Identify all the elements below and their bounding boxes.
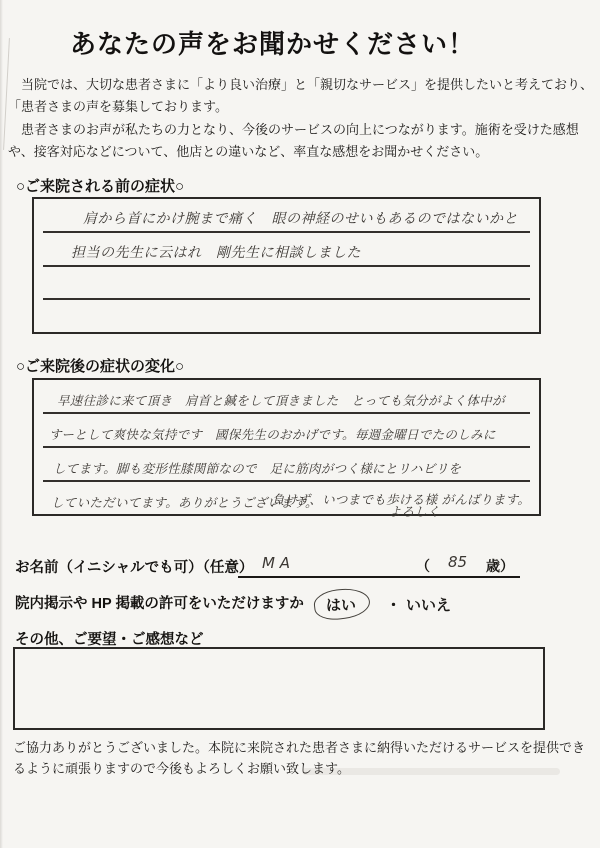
handwritten-line: していただいてます。ありがとうございます。 — [51, 495, 318, 510]
answer-separator-dot: ・ — [386, 597, 402, 614]
ruled-line-row — [43, 482, 531, 519]
before-symptoms-answer-box — [32, 197, 541, 334]
footer-text: ご協力ありがとうございました。本院に来院された患者さまに納得いただけるサービスを提供できるように頑張りますので今後もよろしくお願い致します。 — [13, 740, 586, 776]
ruled-line-row — [43, 414, 530, 448]
handwritten-line: すーとして爽快な気持です 國保先生のおかげです。毎週金曜日でたのしみに — [49, 427, 496, 442]
other-comments-box — [13, 647, 545, 730]
age-open-paren: （ — [416, 558, 430, 574]
name-label: お名前（イニシャルでも可）（任意） — [15, 560, 254, 576]
other-comments-label: その他、ご要望・ご感想など — [15, 632, 204, 648]
ruled-line-row — [43, 380, 530, 414]
page-title: あなたの声をお聞かせください！ — [69, 29, 475, 59]
name-answer-underline — [238, 576, 520, 578]
permission-label: 院内掲示や HP 掲載の許可をいただけますか — [15, 596, 304, 612]
scan-edge-shadow — [0, 0, 3, 848]
handwritten-line: 担当の先生に云はれ 剛先生に相談しました — [71, 244, 361, 261]
handwritten-line: 早速往診に来て頂き 肩首と鍼をして頂きました とっても気分がよく体中が — [57, 393, 505, 408]
ruled-line-row — [43, 300, 530, 332]
intro-paragraph-1: 当院では、大切な患者さまに「より良い治療」と「親切なサービス」を提供したいと考えており、「患者さまの声を募集しております。 — [8, 77, 594, 115]
handwritten-line: 肩から首にかけ腕まで痛く 眼の神経のせいもあるのではないかと — [83, 210, 518, 227]
answer-yes — [326, 594, 356, 615]
intro-paragraph-2: 患者さまのお声が私たちの力となり、今後のサービスの向上につながります。施術を受けた感想や、接客対応などについて、他店との違いなど、率直な感想をお聞かせください。 — [8, 121, 579, 160]
after-symptoms-answer-box — [32, 378, 541, 519]
ruled-line-row — [43, 267, 530, 301]
handwritten-line: してます。脚も変形性膝関節なので 足に筋肉がつく様にとリハビリを — [53, 461, 462, 476]
handwritten-note: 負けず、いつまでも歩ける様 がんばります。 — [271, 492, 531, 507]
answer-no: いいえ — [406, 597, 452, 614]
ruled-line-row — [43, 199, 530, 233]
ruled-line-row — [43, 233, 530, 267]
age-value: 85 — [448, 553, 468, 571]
section-heading-before-symptoms: ○ご来院される前の症状○ — [16, 178, 185, 195]
answer-yes-label: はい — [326, 597, 357, 614]
handwritten-note-sub: よろしく — [388, 504, 440, 519]
age-unit-close-paren: 歳） — [486, 558, 514, 574]
name-value: M A — [262, 554, 290, 572]
intro-text — [8, 74, 596, 164]
section-heading-after-symptoms: ○ご来院後の症状の変化○ — [16, 358, 185, 375]
ruled-line-row — [43, 448, 530, 482]
